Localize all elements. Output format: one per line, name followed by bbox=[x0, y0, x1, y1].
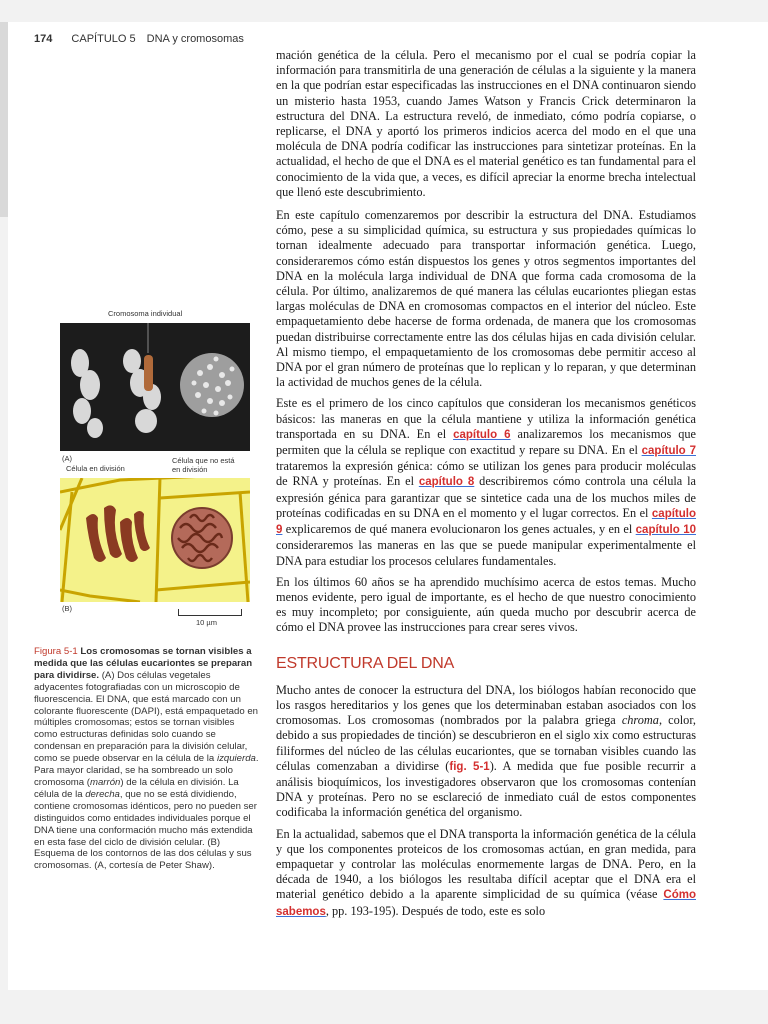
link-chapter-9[interactable]: capítulo 9 bbox=[276, 507, 696, 537]
caption-text-1: (A) Dos células vegetales adyacentes fotografiadas con un microscopio de fluorescencia. El DNA, que está marcado con un colorante fluorescente (DAPI), está empaquetado en múltiples cromosomas; estos se tornan visibles como estructuras definidas solo cuando se condensan en preparación para la división celular, como se puede observar en la célula de la bbox=[34, 669, 258, 765]
label-dividing-cell: Célula en división bbox=[66, 464, 125, 473]
paragraph-3 bbox=[276, 396, 696, 568]
p3-text-f: consideraremos las maneras en las que se puede manipular experimentalmente el DNA para estudiar los procesos celulares fundamentales. bbox=[276, 538, 696, 568]
p3-text-b: analizaremos los mecanismos que permiten que la célula se replique con exactitud y repare su DNA. En el bbox=[276, 426, 696, 458]
p3-text-e: explicaremos de qué manera evolucionaron los genes actuales, y en el bbox=[282, 522, 636, 537]
p6-text-a: En la actualidad, sabemos que el DNA transporta la información genética de la célula y que los componentes proteicos de los cromosomas actúan, en gran medida, para empaquetar y controlar las moléculas enormemente largas de DNA. Pero, en la década de 1940, a los biólogos les resultaba difícil aceptar que el DNA era el material genético debido a la aparente simplicidad de su química (véase bbox=[276, 826, 696, 902]
p5-text-c: ). A medida que fue posible recurrir a análisis bioquímicos, los investigadores observaron que los cromosomas contenían DNA y proteínas. Pero no se esclareció de inmediato cuál de estos componentes codificaba la información genética del organismo. bbox=[276, 758, 696, 820]
running-head bbox=[34, 33, 244, 45]
paragraph-5 bbox=[276, 683, 696, 821]
page-number: 174 bbox=[34, 33, 53, 45]
paragraph-6 bbox=[276, 827, 696, 920]
p5-em-chroma: chroma bbox=[621, 713, 659, 728]
p5-text-a: Mucho antes de conocer la estructura del DNA, los biólogos habían reconocido que los rasgos hereditarios y los genes que los determinaban estaban asociados con los cromosomas. Los cromosomas (nombrados por la palabra griega bbox=[276, 682, 696, 728]
cell-schematic-diagram bbox=[60, 478, 250, 602]
caption-text-3: ) de la célula en división. La célula de la bbox=[34, 776, 239, 800]
link-chapter-6[interactable]: capítulo 6 bbox=[453, 428, 511, 441]
paragraph-1: mación genética de la célula. Pero el mecanismo por el cual se podría copiar la información para transmitirla de una generación de células a la siguiente y la manera en la que podrían estar especificadas las instrucciones en el DNA continuaron siendo un misterio hasta 1953, cuando James Watson y Francis Crick determinaron la estructura del DNA. La estructura reveló, de inmediato, cómo podría copiarse, o replicarse, el DNA y aportó los primeros indicios acerca del modo en el que una molécula de DNA podría codificar las instrucciones para sintetizar proteínas. En la actualidad, el hecho de que el DNA es el material genético es tan fundamental para el conocimiento de la vida que, a veces, es difícil apreciar la enorme brecha intelectual que llenó este descubrimiento. bbox=[276, 48, 696, 199]
link-chapter-8[interactable]: capítulo 8 bbox=[418, 476, 475, 489]
main-text-column bbox=[276, 48, 696, 926]
panel-b-label: (B) bbox=[62, 604, 72, 613]
panel-a-label: (A) bbox=[62, 454, 72, 463]
chapter-title: DNA y cromosomas bbox=[146, 33, 244, 45]
caption-em-brown: marrón bbox=[89, 776, 121, 788]
link-chapter-10[interactable]: capítulo 10 bbox=[635, 524, 696, 537]
caption-heading: Los cromosomas se tornan visibles a medida que las células eucariontes se preparan para dividirse. bbox=[34, 646, 253, 681]
caption-em-left: izquierda bbox=[216, 753, 256, 765]
figure-label-individual-chromosome: Cromosoma individual bbox=[108, 309, 183, 318]
caption-em-right: derecha bbox=[85, 788, 120, 800]
caption-text-4: , que no se está dividiendo, contiene cromosomas idénticos, pero no pueden ser distinguidos como entidades individuales porque el DNA tiene una conformación mucho más extendida en esta fase del ciclo de división celular. (B) Esquema de los contornos de las dos células y sus cromosomas. (A, cortesía de Peter Shaw). bbox=[34, 788, 257, 872]
label-not-dividing-1: Célula que no está bbox=[172, 456, 235, 465]
fluorescence-micrograph bbox=[60, 323, 250, 451]
scale-bar-label: 10 µm bbox=[196, 618, 217, 627]
scale-bar bbox=[178, 609, 242, 616]
link-como-sabemos[interactable]: Cómo sabemos bbox=[276, 889, 696, 918]
caption-text-2: . Para mayor claridad, se ha sombreado un solo cromosoma ( bbox=[34, 753, 259, 788]
label-not-dividing-2: en división bbox=[172, 465, 208, 474]
p6-text-b: , pp. 193-195). Después de todo, este es solo bbox=[325, 903, 546, 918]
paragraph-4: En los últimos 60 años se ha aprendido muchísimo acerca de estos temas. Mucho menos evidente, pero igual de importante, es el hecho de que nuestro conocimiento es muy incompleto; por consiguiente, aún queda mucho por descubrir acerca de cómo el DNA provee las instrucciones para crear seres vivos. bbox=[276, 574, 696, 635]
chapter-label: CAPÍTULO 5 bbox=[71, 33, 136, 45]
paragraph-2: En este capítulo comenzaremos por describir la estructura del DNA. Estudiamos cómo, pese a su simplicidad química, su estructura y sus propiedades químicas lo tornan idealmente adecuado para transportar información genética. Luego, consideraremos cómo están dispuestos los genes y otros segmentos importantes del DNA en la molécula larga individual de DNA que forma cada cromosoma de la célula. Por último, analizaremos de qué manera las células eucariontes pliegan estas largas moléculas de DNA en cromosomas compactos en el interior del núcleo. Este empaquetamiento debe hacerse de forma ordenada, de manera que los cromosomas puedan distribuirse correctamente entre las dos células hijas en cada división celular. Al mismo tiempo, el empaquetamiento de los cromosomas debe permitir acceso al DNA por el gran número de proteínas que lo replican y lo reparan, y que determinan la actividad de muchos genes de la célula. bbox=[276, 208, 696, 390]
link-figure-5-1[interactable]: fig. 5-1 bbox=[449, 760, 490, 773]
p3-text-a: Este es el primero de los cinco capítulos que consideran los mecanismos genéticos básicos: las maneras en que la célula mantiene y utiliza la información genética transportada en su DNA. En el bbox=[276, 396, 696, 441]
section-heading: ESTRUCTURA DEL DNA bbox=[276, 654, 455, 672]
link-chapter-7[interactable]: capítulo 7 bbox=[641, 445, 696, 458]
figure-number: Figura 5-1 bbox=[34, 646, 78, 657]
figure-caption bbox=[34, 646, 260, 872]
p3-text-c: trataremos la expresión génica: cómo se utilizan los genes para producir moléculas de RNA y proteínas. En el bbox=[276, 459, 696, 489]
p3-text-d: describiremos cómo controla una célula la expresión génica para garantizar que se sintetice cada una de los muchos miles de proteínas codificadas en su DNA en el momento y el lugar correctos. En el bbox=[276, 474, 696, 520]
p5-text-b: , color, debido a sus propiedades de tinción) se descubrieron en el siglo xix como estructuras filiformes del núcleo de las células eucariontes, que se tornaban visibles cuando las células comenzaban a dividirse ( bbox=[276, 713, 696, 773]
